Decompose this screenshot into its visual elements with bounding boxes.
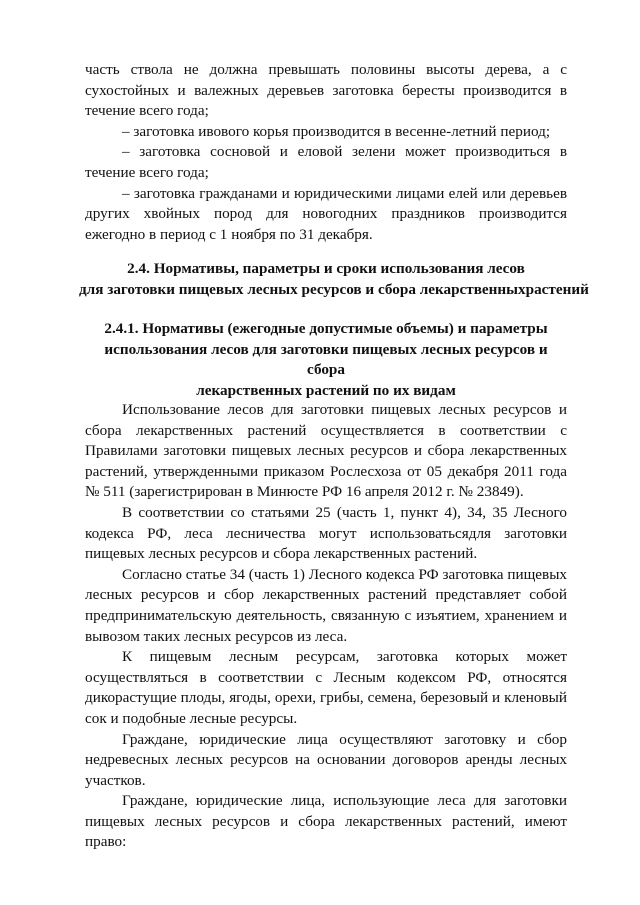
paragraph-article-34: Согласно статье 34 (часть 1) Лесного кодекса РФ заготовка пищевых лесных ресурсов и сбор лекарственных растений представляет собой предпринимательскую деятельность, связанную с изъятием, хранением и вывозом таких лесных ресурсов из леса. xyxy=(85,565,567,645)
subsection-heading-2-4-1 xyxy=(85,319,567,401)
section-heading-line-2: для заготовки пищевых лесных ресурсов и сбора лекарственныхрастений xyxy=(79,280,589,298)
section-heading-line-1: 2.4. Нормативы, параметры и сроки использования лесов xyxy=(127,260,525,277)
top-text-block xyxy=(85,60,567,245)
paragraph-food-resources: К пищевым лесным ресурсам, заготовка которых может осуществляться в соответствии с Лесным кодексом РФ, относятся дикорастущие плоды, ягоды, орехи, грибы, семена, березовый и кленовый сок и подобные лесные ресурсы. xyxy=(85,648,567,727)
list-item-willow-bark: – заготовка ивового корья производится в весенне-летний период; xyxy=(122,122,551,140)
subsection-heading-line-1: 2.4.1. Нормативы (ежегодные допустимые объемы) и параметры xyxy=(104,320,548,337)
paragraph-rules: Использование лесов для заготовки пищевых лесных ресурсов и сбора лекарственных растений осуществляется в соответствии с Правилами заготовки пищевых лесных ресурсов и сбора лекарственных растений, утвержденными приказом Рослесхоза от 05 декабря 2011 года № 511 (зарегистрирован в Минюсте РФ 16 апреля 2012 г. № 23849). xyxy=(85,401,567,501)
paragraph-articles: В соответствии со статьями 25 (часть 1, пункт 4), 34, 35 Лесного кодекса РФ, леса лесничества могут использоватьсядля заготовки пищевых лесных ресурсов и сбора лекарственных растений. xyxy=(85,503,567,563)
paragraph-lease: Граждане, юридические лица осуществляют заготовку и сбор недревесных лесных ресурсов на основании договоров аренды лесных участков. xyxy=(85,730,567,789)
list-item-pine-spruce-greens: – заготовка сосновой и еловой зелени может производиться в течение всего года; xyxy=(85,143,567,181)
subsection-heading-line-3: лекарственных растений по их видам xyxy=(196,381,456,399)
list-item-new-year-trees: – заготовка гражданами и юридическими лицами елей или деревьев других хвойных пород для новогодних праздников производится ежегодно в период с 1 ноября по 31 декабря. xyxy=(85,184,567,243)
subsection-heading-line-2: использования лесов для заготовки пищевых лесных ресурсов и сбора xyxy=(104,340,548,379)
section-heading-2-4 xyxy=(79,259,589,300)
paragraph-rights: Граждане, юридические лица, использующие леса для заготовки пищевых лесных ресурсов и сбора лекарственных растений, имеют право: xyxy=(85,792,567,851)
body-text-block xyxy=(85,400,567,853)
paragraph-birch-bark: часть ствола не должна превышать половины высоты дерева, а с сухостойных и валежных деревьев заготовка бересты производится в течение всего года; xyxy=(85,61,567,120)
